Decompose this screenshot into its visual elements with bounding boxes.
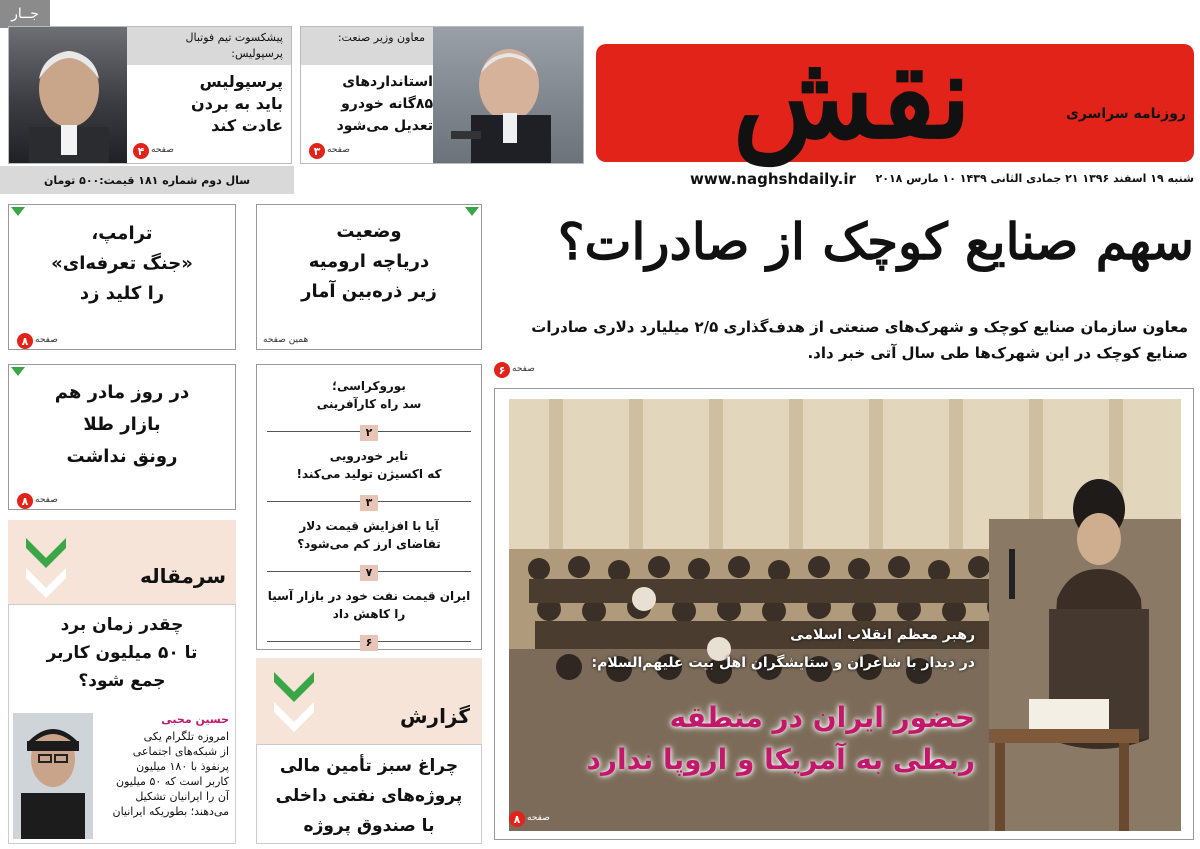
chevron-down-icon — [24, 536, 68, 604]
trump-headline-line: «جنگ تعرفه‌ای» — [51, 253, 193, 274]
editorial-headline-line: تا ۵۰ میلیون کاربر — [46, 643, 198, 663]
briefs-list — [256, 364, 482, 650]
chevron-down-icon — [272, 670, 316, 738]
report-headline-line: پروژه‌های نفتی داخلی — [275, 786, 463, 806]
brief-page-number: ۳ — [360, 495, 378, 511]
teaser-photo-veteran — [9, 27, 127, 163]
lake-headline-line: وضعیت — [336, 221, 402, 242]
photo-subkicker: در دیدار با شاعران و ستایشگران اهل بیت علیهم‌السلام: — [591, 655, 975, 671]
watermark-logo: جــار — [0, 0, 50, 28]
brief-page-number: ۶ — [360, 635, 378, 651]
brief-text — [257, 513, 481, 553]
editorial-headline-line: جمع شود؟ — [78, 671, 166, 691]
brief-text — [257, 583, 481, 623]
teaser-headline — [133, 71, 283, 137]
page-number-badge: ۶ — [494, 362, 510, 378]
teaser-headline-line: ۸۵گانه خودرو — [341, 96, 433, 112]
editorial-text-line: کاربر است که ۵۰ میلیون — [116, 775, 229, 788]
lake-headline — [257, 217, 481, 307]
editorial-headline-line: چقدر زمان برد — [60, 615, 184, 635]
brief-item[interactable] — [257, 373, 481, 439]
teaser-headline-line: پرسپولیس — [199, 72, 283, 91]
teaser-headline-line: عادت کند — [211, 116, 283, 135]
editorial-label: سرمقاله — [139, 564, 226, 588]
info-bar — [0, 166, 1200, 194]
editorial-text-line: از شبکه‌های اجتماعی — [132, 745, 229, 758]
teaser-top-label: پیشکسوت تیم فوتبال پرسپولیس: — [127, 27, 291, 65]
report-body — [256, 744, 482, 844]
trump-tariff-box[interactable] — [8, 204, 236, 350]
teaser-headline-line: استانداردهای — [342, 74, 433, 90]
page-ref-label: صفحه — [512, 364, 535, 374]
brief-item[interactable] — [257, 583, 481, 649]
teaser-headline — [309, 71, 433, 137]
green-triangle-icon — [465, 207, 479, 216]
editorial-text-line: پرنفوذ با ۱۸۰ میلیون — [136, 760, 229, 773]
page-number-badge: ۸ — [17, 333, 33, 349]
editorial-text-line: می‌دهند؛ بطوریکه ایرانیان — [112, 805, 229, 818]
teaser-persepolis[interactable] — [8, 26, 292, 164]
editorial-text-line: آن را ایرانیان تشکیل — [135, 790, 229, 803]
page-ref-label: صفحه — [527, 813, 550, 823]
page-number-badge: ۸ — [509, 811, 525, 827]
gold-headline-line: رونق نداشت — [66, 446, 178, 467]
green-triangle-icon — [11, 207, 25, 216]
main-headline: سهم صنایع کوچک از صادرات؟ — [557, 212, 1194, 271]
brief-page-number: ۲ — [360, 425, 378, 441]
report-section[interactable] — [256, 658, 482, 844]
brief-item[interactable] — [257, 443, 481, 509]
date-line: شنبه ۱۹ اسفند ۱۳۹۶ ۲۱ جمادی الثانی ۱۴۳۹ ۱۰ مارس ۲۰۱۸ — [875, 172, 1194, 185]
brief-text-line: تقاضای ارز کم می‌شود؟ — [297, 537, 441, 551]
editorial-text-line: امروزه تلگرام یکی — [143, 730, 229, 743]
brief-text-line: را کاهش داد — [332, 607, 406, 621]
brief-text — [257, 443, 481, 483]
trump-headline — [9, 219, 235, 309]
gold-market-box[interactable] — [8, 364, 236, 510]
teaser-headline-line: تعدیل می‌شود — [336, 118, 433, 134]
report-label: گزارش — [399, 704, 470, 728]
gold-headline-line: در روز مادر هم — [54, 382, 190, 403]
editorial-text — [97, 729, 229, 819]
photo-headline-line: حضور ایران در منطقه — [669, 701, 975, 734]
photo-story-frame[interactable] — [494, 388, 1194, 840]
author-name: حسین محبی — [161, 713, 229, 726]
page-number-badge: ۳ — [309, 143, 325, 159]
photo-headline — [515, 697, 975, 781]
author-photo — [13, 713, 93, 839]
lake-headline-line: زیر ذره‌بین آمار — [301, 281, 437, 302]
editorial-body — [8, 604, 236, 844]
photo-kicker: رهبر معظم انقلاب اسلامی — [790, 627, 975, 643]
report-headline-line: با صندوق پروژه — [303, 816, 435, 836]
report-headline-line: چراغ سبز تأمین مالی — [279, 756, 459, 776]
brief-text-line: که اکسیژن تولید می‌کند! — [296, 467, 442, 481]
teaser-top-label: معاون وزیر صنعت: — [301, 27, 433, 65]
issue-info: سال دوم شماره ۱۸۱ قیمت:۵۰۰ تومان — [0, 166, 294, 194]
brief-text-line: ایران قیمت نفت خود در بازار آسیا — [267, 589, 471, 603]
page-ref-label: صفحه — [35, 495, 58, 505]
brief-page-number: ۷ — [360, 565, 378, 581]
brief-item[interactable] — [257, 513, 481, 579]
masthead-tagline: روزنامه سراسری — [1066, 106, 1186, 122]
page-ref-label: همین صفحه — [263, 335, 309, 345]
trump-headline-line: ترامپ، — [91, 223, 153, 244]
lake-headline-line: دریاچه ارومیه — [308, 251, 430, 272]
teaser-photo-minister — [433, 27, 583, 163]
photo-headline-line: ربطی به آمریکا و اروپا ندارد — [586, 743, 975, 776]
brief-text-line: تایر خودرویی — [329, 449, 409, 463]
lake-urmia-box[interactable] — [256, 204, 482, 350]
brief-text-line: آیا با افزایش قیمت دلار — [299, 519, 439, 533]
gold-headline-line: بازار طلا — [83, 414, 161, 435]
masthead-banner — [596, 29, 1194, 165]
main-lead: معاون سازمان صنایع کوچک و شهرک‌های صنعتی از هدف‌گذاری ۲/۵ میلیارد دلاری صادرات صنایع کوچک در این شهرک‌ها طی سال آتی خبر داد. — [531, 318, 1188, 362]
editorial-section[interactable] — [8, 520, 236, 844]
page-number-badge: ۴ — [133, 143, 149, 159]
page-ref-label: صفحه — [151, 145, 174, 155]
masthead-logo: نقش — [732, 29, 972, 165]
brief-text-line: سد راه کارآفرینی — [316, 397, 422, 411]
brief-text-line: بوروکراسی؛ — [332, 379, 406, 393]
green-triangle-icon — [11, 367, 25, 376]
report-headline — [257, 745, 481, 841]
gold-headline — [9, 377, 235, 473]
page-number-badge: ۸ — [17, 493, 33, 509]
page-ref-label: صفحه — [327, 145, 350, 155]
page-ref-label: صفحه — [35, 335, 58, 345]
brief-text — [257, 373, 481, 413]
editorial-headline — [9, 605, 235, 695]
website-url[interactable]: www.naghshdaily.ir — [690, 170, 856, 188]
teaser-auto-standards[interactable] — [300, 26, 584, 164]
trump-headline-line: را کلید زد — [79, 283, 165, 304]
teaser-headline-line: باید به بردن — [191, 94, 283, 113]
